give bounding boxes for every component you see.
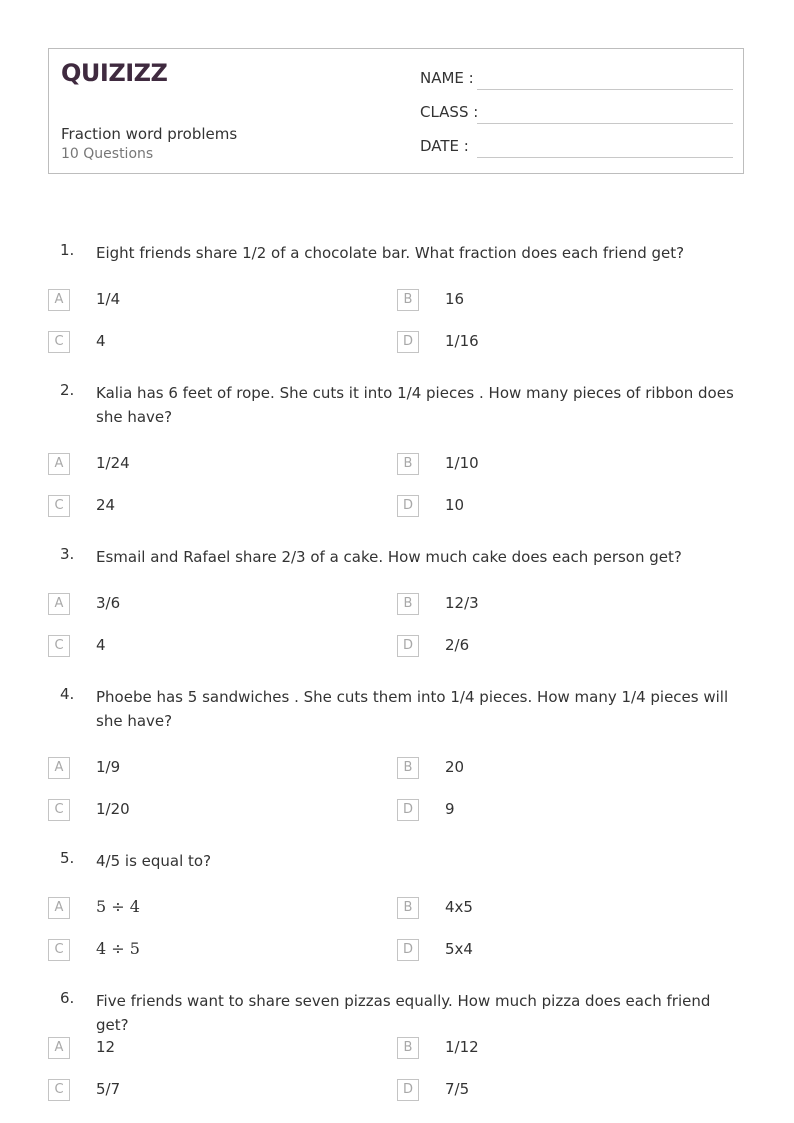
class-line <box>477 123 733 124</box>
option-text: 1/20 <box>96 800 130 818</box>
option-letter-box: B <box>397 757 419 779</box>
option-text: 1/16 <box>445 332 479 350</box>
option-letter-box: D <box>397 635 419 657</box>
option-letter-box: C <box>48 635 70 657</box>
option-text: 1/10 <box>445 454 479 472</box>
option-letter-box: C <box>48 1079 70 1101</box>
option-text: 2/6 <box>445 636 470 654</box>
worksheet-title: Fraction word problems <box>61 125 238 143</box>
option-text: 12 <box>96 1038 116 1056</box>
option-text: 1/24 <box>96 454 130 472</box>
question-text: 4/5 is equal to? <box>96 852 212 870</box>
option-letter-box: D <box>397 1079 419 1101</box>
option-letter-box: A <box>48 897 70 919</box>
option-text: 4 <box>96 636 106 654</box>
date-label: DATE : <box>420 137 469 155</box>
option-letter-box: A <box>48 453 70 475</box>
question-text: Eight friends share 1/2 of a chocolate bar. What fraction does each friend get? <box>96 244 685 262</box>
question-text: Esmail and Rafael share 2/3 of a cake. How much cake does each person get? <box>96 548 682 566</box>
option-letter-box: D <box>397 495 419 517</box>
option-text: 12/3 <box>445 594 479 612</box>
question-text: Phoebe has 5 sandwiches . She cuts them into 1/4 pieces. How many 1/4 pieces will she have? <box>96 688 729 730</box>
option-letter-box: B <box>397 1037 419 1059</box>
option-text: 9 <box>445 800 455 818</box>
option-text: 1/4 <box>96 290 121 308</box>
question-text: Kalia has 6 feet of rope. She cuts it into 1/4 pieces . How many pieces of ribbon does she have? <box>96 384 734 426</box>
option-text: 5x4 <box>445 940 473 958</box>
option-text: 4 ÷ 5 <box>96 939 140 958</box>
name-line <box>477 89 733 90</box>
option-text: 4 <box>96 332 106 350</box>
date-line <box>477 157 733 158</box>
class-label: CLASS : <box>420 103 479 121</box>
option-text: 3/6 <box>96 594 121 612</box>
option-text: 5 ÷ 4 <box>96 897 140 916</box>
option-letter-box: D <box>397 331 419 353</box>
option-letter-box: C <box>48 331 70 353</box>
option-letter-box: B <box>397 593 419 615</box>
option-letter-box: A <box>48 289 70 311</box>
option-text: 1/12 <box>445 1038 479 1056</box>
option-text: 20 <box>445 758 465 776</box>
option-text: 4x5 <box>445 898 473 916</box>
option-text: 7/5 <box>445 1080 470 1098</box>
worksheet-header <box>48 48 744 174</box>
option-text: 1/9 <box>96 758 121 776</box>
name-label: NAME : <box>420 69 474 87</box>
option-letter-box: B <box>397 897 419 919</box>
option-letter-box: D <box>397 799 419 821</box>
question-text: Five friends want to share seven pizzas equally. How much pizza does each friend get? <box>96 992 711 1034</box>
option-letter-box: A <box>48 757 70 779</box>
option-text: 16 <box>445 290 465 308</box>
option-text: 5/7 <box>96 1080 121 1098</box>
option-letter-box: C <box>48 939 70 961</box>
option-text: 24 <box>96 496 116 514</box>
option-letter-box: A <box>48 1037 70 1059</box>
option-letter-box: B <box>397 453 419 475</box>
question-number: 3. <box>60 545 75 563</box>
question-count: 10 Questions <box>61 146 154 162</box>
question-number: 1. <box>60 241 75 259</box>
question-number: 6. <box>60 989 75 1007</box>
option-letter-box: A <box>48 593 70 615</box>
quizizz-logo: QUIZIZZ <box>61 59 168 87</box>
question-number: 2. <box>60 381 75 399</box>
option-letter-box: B <box>397 289 419 311</box>
option-text: 10 <box>445 496 465 514</box>
question-number: 5. <box>60 849 75 867</box>
question-number: 4. <box>60 685 75 703</box>
option-letter-box: C <box>48 495 70 517</box>
option-letter-box: D <box>397 939 419 961</box>
option-letter-box: C <box>48 799 70 821</box>
